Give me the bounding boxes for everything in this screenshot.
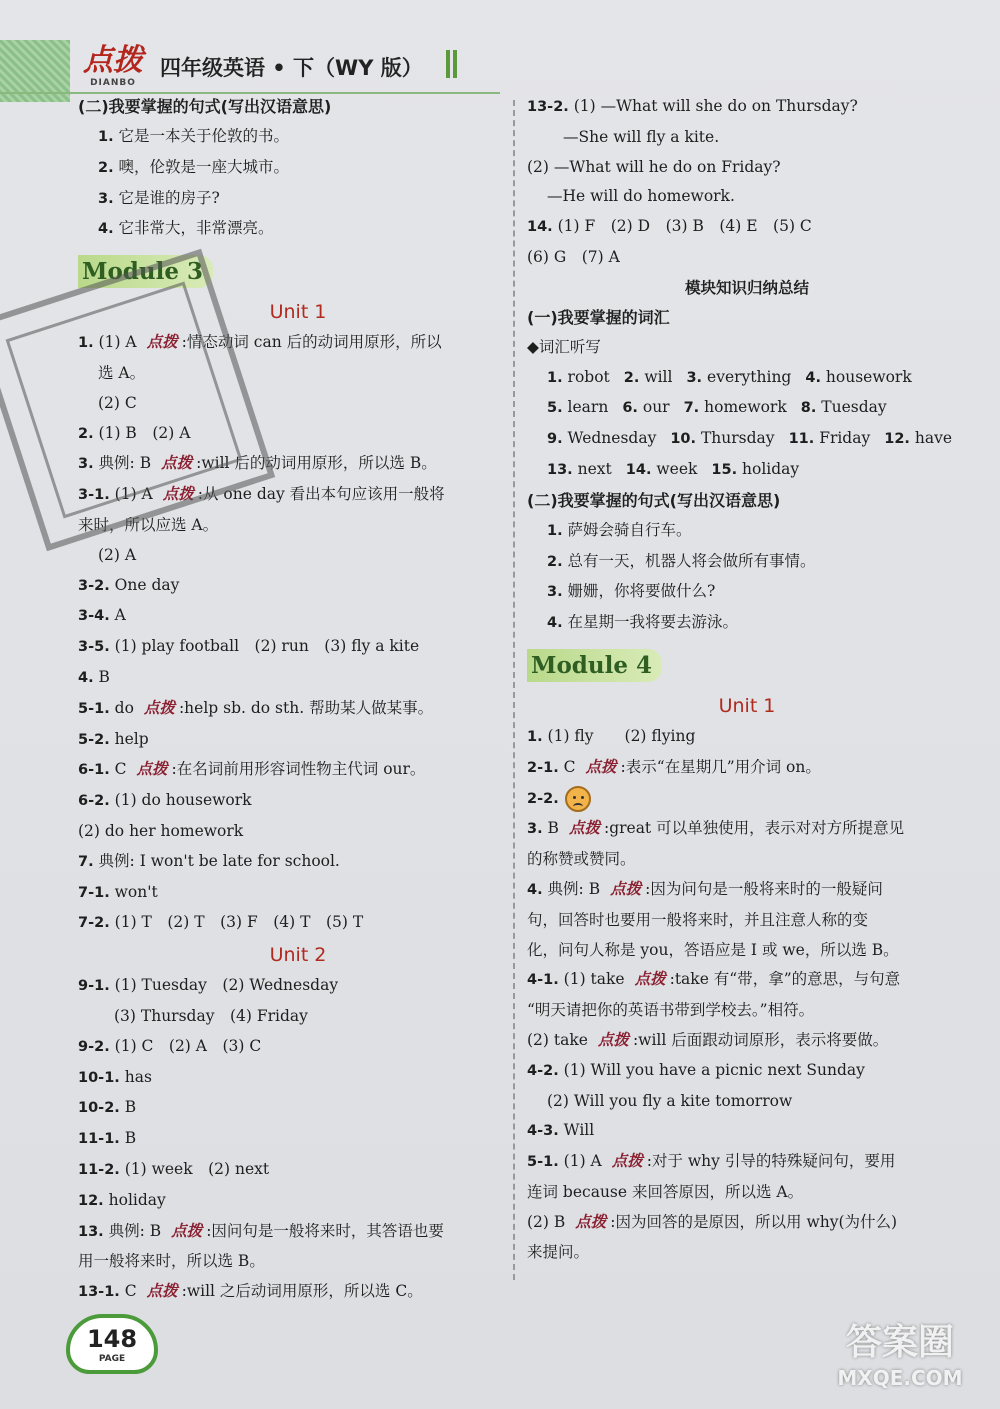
answer-text: ◆词汇听写 — [527, 337, 601, 356]
vocab-item — [684, 398, 787, 416]
answer-line — [78, 786, 518, 817]
answer-text: do — [114, 698, 134, 717]
answer-line — [78, 908, 518, 939]
dianbo-tag: 点拨 — [146, 1282, 178, 1301]
answer-text: 来时，所以应选 A。 — [78, 515, 219, 534]
answer-text: 它是谁的房子? — [118, 188, 220, 207]
answer-text: (2) A — [98, 545, 137, 564]
vocab-item — [884, 429, 952, 447]
answer-text: 化，问句人称是 you，答语应是 I 或 we，所以选 B。 — [527, 940, 899, 959]
item-number: 3-5. — [78, 639, 110, 656]
answer-text: (1) A — [98, 333, 137, 352]
answer-line — [78, 571, 518, 602]
answer-text: has — [124, 1067, 152, 1086]
answer-text: (1) Will you have a picnic next Sunday — [563, 1060, 865, 1079]
item-number: 5. — [547, 400, 563, 417]
vocab-row — [527, 424, 967, 455]
explanation-text: great 可以单独使用，表示对对方所提意见 — [609, 819, 905, 838]
sad-face-icon — [565, 786, 591, 812]
section-heading: (一)我要掌握的词汇 — [527, 307, 670, 327]
answer-text: (2) —What will he do on Friday? — [527, 157, 781, 176]
answer-text: (1) A — [563, 1152, 602, 1171]
answer-continuation: (2) take 点拨 :will 后面跟动词原形，表示将要做。 — [527, 1030, 889, 1049]
vocab-word: our — [642, 398, 670, 417]
item-number: 3-2. — [78, 577, 110, 594]
answer-text: 典例: B — [547, 879, 601, 898]
section-heading: (二)我要掌握的句式(写出汉语意思) — [78, 97, 332, 116]
answer-line — [527, 784, 967, 815]
answer-line — [78, 601, 518, 632]
item-number: 7-2. — [78, 915, 110, 932]
answer-text: (1) A — [114, 485, 153, 504]
answer-text: 的称赞或赞同。 — [527, 850, 636, 869]
answer-line — [78, 663, 518, 694]
answer-text: 典例: B — [108, 1221, 162, 1240]
module-heading: Module 4 — [527, 649, 662, 682]
answer-text: 典例: B — [98, 454, 152, 473]
answer-text: One day — [114, 575, 180, 594]
answer-continuation — [78, 511, 518, 541]
dianbo-tag: 点拨 — [162, 485, 194, 504]
item-number: 11-2. — [78, 1161, 120, 1178]
item-number: 3. — [527, 821, 543, 838]
item-number: 1. — [98, 129, 114, 145]
answer-line — [527, 92, 967, 123]
item-number: 4-1. — [527, 972, 559, 989]
item-number: 9-1. — [78, 978, 110, 995]
item-number: 1. — [547, 369, 563, 386]
answer-text: (1) T (2) T (3) F (4) T (5) T — [114, 913, 364, 932]
explanation-text: 在名词前用形容词性物主代词 our。 — [176, 760, 426, 779]
page-label: PAGE — [98, 1354, 126, 1364]
item-number: 13. — [78, 1223, 104, 1240]
item-number: 2. — [98, 159, 114, 176]
item-number: 13. — [547, 461, 573, 478]
answer-line: 5-1. do 点拨 :help sb. do sth. 帮助某人做某事。 — [78, 698, 434, 717]
answer-continuation — [527, 1178, 967, 1208]
dianbo-tag: 点拨 — [585, 757, 617, 776]
item-number: 2. — [547, 553, 563, 570]
explanation-text: help sb. do sth. 帮助某人做某事。 — [184, 698, 434, 717]
item-number: 4. — [98, 221, 114, 238]
answer-continuation — [527, 996, 967, 1026]
vocab-item — [547, 398, 608, 416]
unit-heading: Unit 1 — [718, 694, 776, 717]
vocab-item — [686, 368, 791, 386]
answer-continuation — [527, 1238, 967, 1268]
section-heading: (二)我要掌握的句式(写出汉语意思) — [527, 490, 781, 510]
answer-text: B — [98, 667, 110, 686]
vocab-item — [789, 429, 871, 447]
answer-line: 3-1. (1) A 点拨 :从 one day 看出本句应该用一般将 — [78, 485, 445, 504]
explanation-text: 因问句是一般将来时，其答语也要 — [211, 1221, 444, 1240]
item-number: 15. — [711, 461, 738, 478]
vocab-row — [527, 393, 967, 424]
dianbo-tag: 点拨 — [136, 760, 168, 779]
vocab-row — [527, 363, 967, 394]
answer-text: (1) Tuesday (2) Wednesday — [114, 976, 339, 995]
vocab-word: Wednesday — [567, 429, 657, 448]
module-heading: Module 3 — [78, 255, 213, 288]
answer-text: (2) C — [98, 393, 137, 412]
answer-line — [527, 608, 967, 639]
answer-line: 3. 典例: B 点拨 :will 后的动词用原形，所以选 B。 — [78, 454, 437, 473]
answer-text: 在星期一我将要去游泳。 — [567, 613, 739, 632]
vocab-item — [547, 460, 612, 478]
item-number: 8. — [800, 400, 817, 417]
answer-line: 4-1. (1) take 点拨 :take 有“带，拿”的意思，与句意 — [527, 970, 901, 989]
item-number: 9. — [547, 431, 563, 448]
answer-text: 萨姆会骑自行车。 — [567, 520, 692, 539]
vocab-word: holiday — [742, 459, 800, 478]
answer-text: help — [114, 729, 149, 748]
answer-line — [78, 1155, 518, 1186]
item-number: 4. — [805, 369, 821, 386]
vocab-word: everything — [707, 367, 792, 386]
answer-line — [78, 122, 518, 153]
left-column — [78, 92, 518, 1308]
answer-continuation — [527, 333, 967, 363]
answer-line — [527, 516, 967, 547]
explanation-text: 从 one day 看出本句应该用一般将 — [202, 485, 445, 504]
vocab-word: learn — [567, 398, 609, 417]
item-number: 5-1. — [78, 700, 110, 717]
vocab-word: Friday — [819, 429, 871, 448]
answer-line — [78, 184, 518, 215]
explanation-text: will 之后动词用原形，所以选 C。 — [186, 1282, 423, 1301]
item-number: 2. — [78, 425, 94, 442]
item-number: 7. — [78, 853, 94, 870]
answer-text: 选 A。 — [98, 363, 146, 382]
unit-heading: Unit 1 — [269, 301, 327, 324]
answer-text: holiday — [108, 1190, 166, 1209]
item-number: 2-2. — [527, 790, 559, 807]
site-watermark: 答案圈 MXQE.COM — [837, 1322, 963, 1390]
answer-line — [527, 547, 967, 578]
vocab-item — [622, 398, 669, 416]
dianbo-tag: 点拨 — [568, 819, 600, 838]
item-number: 6. — [622, 400, 638, 417]
vocab-word: homework — [704, 398, 787, 417]
answer-line: 4. 典例: B 点拨 :因为问句是一般将来时的一般疑问 — [527, 879, 883, 898]
right-column — [527, 92, 967, 1267]
item-number: 4-3. — [527, 1123, 559, 1140]
item-number: 13-2. — [527, 99, 569, 115]
explanation-text: 情态动词 can 后的动词用原形，所以 — [186, 333, 442, 352]
title-decoration — [446, 50, 460, 80]
answer-line — [527, 212, 967, 243]
answer-line — [78, 214, 518, 245]
answer-continuation — [78, 817, 518, 847]
vocab-word: Thursday — [700, 429, 775, 448]
answer-text: (1) do housework — [114, 791, 252, 810]
answer-text: C — [124, 1282, 137, 1301]
answer-text: (1) B (2) A — [98, 423, 191, 442]
answer-line — [78, 632, 518, 663]
vocab-word: housework — [825, 367, 912, 386]
item-number: 2-1. — [527, 759, 559, 776]
page-number: 148 — [86, 1325, 138, 1353]
vocab-word: Tuesday — [821, 398, 887, 417]
item-number: 3. — [686, 369, 703, 386]
vocab-item — [547, 368, 610, 386]
dianbo-tag: 点拨 — [161, 454, 193, 473]
answer-text: 它是一本关于伦敦的书。 — [118, 127, 290, 145]
answer-text: —She will fly a kite. — [563, 127, 720, 146]
item-number: 1. — [78, 335, 94, 352]
vocab-word: next — [577, 459, 612, 478]
item-number: 3. — [78, 456, 94, 473]
vocab-word: have — [914, 429, 953, 448]
answer-text: 连词 because 来回答原因，所以选 A。 — [527, 1182, 804, 1201]
item-number: 10-1. — [78, 1069, 120, 1086]
answer-text: “明天请把你的英语书带到学校去。”相符。 — [527, 1001, 815, 1020]
item-number: 3-4. — [78, 608, 110, 625]
dianbo-tag: 点拨 — [143, 698, 175, 717]
vocab-item — [801, 398, 887, 416]
item-number: 6-1. — [78, 762, 110, 779]
item-number: 5-1. — [527, 1154, 559, 1171]
answer-text: A — [114, 606, 126, 625]
item-number: 12. — [884, 431, 910, 448]
answer-line: 3. B 点拨 :great 可以单独使用，表示对对方所提意见 — [527, 819, 905, 838]
answer-line — [78, 1063, 518, 1094]
answer-text: B — [547, 819, 559, 838]
item-number: 7. — [683, 400, 700, 417]
explanation-text: will 后面跟动词原形，表示将要做。 — [638, 1030, 889, 1049]
answer-text: 句，回答时也要用一般将来时，并且注意人称的变 — [527, 910, 869, 929]
answer-line: 1. (1) A 点拨 :情态动词 can 后的动词用原形，所以 — [78, 333, 442, 352]
answer-text: (2) Will you fly a kite tomorrow — [547, 1091, 793, 1110]
item-number: 4. — [78, 669, 94, 686]
item-number: 14. — [527, 219, 553, 236]
answer-line — [78, 153, 518, 184]
answer-text: (1) —What will she do on Thursday? — [573, 97, 858, 115]
answer-line — [78, 1032, 518, 1063]
answer-text: 来提问。 — [527, 1242, 590, 1261]
dianbo-tag: 点拨 — [171, 1221, 203, 1240]
answer-line — [78, 1093, 518, 1124]
answer-line — [78, 878, 518, 909]
answer-text: B — [124, 1129, 137, 1148]
answer-continuation — [527, 906, 967, 936]
page-number-badge — [66, 1314, 158, 1374]
vocab-word: robot — [567, 367, 610, 386]
answer-line — [527, 1116, 967, 1147]
answer-text: (2) B — [527, 1212, 566, 1231]
dianbo-tag: 点拨 — [611, 1152, 643, 1171]
answer-line: 2-1. C 点拨 :表示“在星期几”用介词 on。 — [527, 757, 821, 776]
dianbo-logo: 点拨 DIANBO — [83, 43, 143, 88]
item-number: 11. — [788, 431, 815, 448]
item-number: 3. — [547, 584, 563, 601]
answer-line — [78, 1124, 518, 1155]
answer-text: (1) week (2) next — [124, 1159, 270, 1178]
answer-text: C — [563, 757, 576, 776]
dianbo-tag: 点拨 — [610, 879, 642, 898]
answer-line — [527, 722, 967, 753]
answer-line: 13-1. C 点拨 :will 之后动词用原形，所以选 C。 — [78, 1282, 423, 1301]
summary-heading: 模块知识归纳总结 — [684, 278, 809, 297]
item-number: 11-1. — [78, 1131, 120, 1148]
vocab-word: week — [656, 459, 698, 478]
answer-line — [78, 971, 518, 1002]
explanation-text: 表示“在星期几”用介词 on。 — [625, 757, 821, 776]
item-number: 9-2. — [78, 1038, 110, 1055]
answer-text: (1) C (2) A (3) C — [114, 1036, 262, 1055]
answer-text: C — [114, 760, 127, 779]
answer-text: (3) Thursday (4) Friday — [114, 1006, 308, 1025]
item-number: 6-2. — [78, 793, 110, 810]
item-number: 4-2. — [527, 1062, 559, 1079]
answer-continuation — [527, 845, 967, 875]
explanation-text: 因为问句是一般将来时的一般疑问 — [650, 879, 883, 898]
answer-text: (1) fly (2) flying — [547, 726, 696, 745]
item-number: 10-2. — [78, 1100, 120, 1117]
explanation-text: 对于 why 引导的特殊疑问句，要用 — [651, 1152, 896, 1171]
unit-heading: Unit 2 — [269, 944, 327, 967]
answer-line: 13. 典例: B 点拨 :因问句是一般将来时，其答语也要 — [78, 1221, 444, 1240]
answer-text: 用一般将来时，所以选 B。 — [78, 1252, 265, 1271]
item-number: 13-1. — [78, 1284, 120, 1301]
answer-text: (1) take — [563, 970, 625, 989]
item-number: 1. — [547, 522, 563, 539]
item-number: 3. — [98, 190, 114, 207]
answer-continuation — [78, 541, 518, 571]
dianbo-tag: 点拨 — [146, 333, 178, 352]
vocab-item — [711, 460, 799, 478]
answer-continuation — [527, 243, 967, 273]
item-number: 2. — [623, 369, 640, 386]
item-number: 10. — [670, 431, 697, 448]
item-number: 3-1. — [78, 487, 110, 504]
item-number: 4. — [547, 615, 563, 632]
module-wrapper — [527, 639, 967, 690]
explanation-text: 因为回答的是原因，所以用 why(为什么) — [615, 1212, 898, 1231]
answer-line — [527, 577, 967, 608]
item-number: 1. — [527, 728, 543, 745]
item-number: 14. — [625, 461, 652, 478]
book-title: 四年级英语 • 下（WY 版） — [160, 56, 423, 80]
answer-text: Will — [563, 1121, 595, 1140]
answer-continuation — [78, 359, 518, 389]
answer-continuation — [78, 1002, 518, 1032]
answer-text: (1) F (2) D (3) B (4) E (5) C — [557, 217, 812, 236]
answer-line — [78, 419, 518, 450]
answer-text: 它非常大，非常漂亮。 — [118, 219, 274, 238]
vocab-item — [624, 368, 673, 386]
answer-text: 姗姗，你将要做什么? — [567, 582, 716, 601]
answer-continuation — [527, 1087, 967, 1117]
item-number: 12. — [78, 1192, 104, 1209]
answer-line — [78, 847, 518, 878]
vocab-row — [527, 455, 967, 486]
answer-line: 6-1. C 点拨 :在名词前用形容词性物主代词 our。 — [78, 760, 426, 779]
module-wrapper — [78, 245, 518, 296]
answer-text: 总有一天，机器人将会做所有事情。 — [567, 551, 816, 570]
explanation-text: will 后的动词用原形，所以选 B。 — [201, 454, 437, 473]
answer-continuation: (2) B 点拨 :因为回答的是原因，所以用 why(为什么) — [527, 1212, 898, 1231]
answer-text: 典例: I won't be late for school. — [98, 851, 340, 870]
answer-continuation — [527, 123, 967, 153]
vocab-word: will — [644, 367, 673, 386]
vocab-item — [670, 429, 774, 447]
answer-continuation — [78, 1247, 518, 1277]
answer-text: (6) G (7) A — [527, 247, 620, 266]
answer-text: —He will do homework. — [547, 187, 735, 206]
answer-line — [78, 1186, 518, 1217]
answer-continuation — [527, 153, 967, 183]
answer-continuation — [78, 389, 518, 419]
answer-continuation — [527, 936, 967, 966]
item-number: 5-2. — [78, 731, 110, 748]
answer-text: (2) take — [527, 1030, 588, 1049]
dianbo-tag: 点拨 — [634, 970, 666, 989]
dianbo-tag: 点拨 — [597, 1030, 629, 1049]
answer-text: B — [124, 1098, 137, 1117]
answer-continuation — [527, 182, 967, 212]
dianbo-tag: 点拨 — [575, 1212, 607, 1231]
answer-line: 5-1. (1) A 点拨 :对于 why 引导的特殊疑问句，要用 — [527, 1152, 896, 1171]
answer-text: won't — [114, 882, 158, 901]
vocab-item — [805, 368, 911, 386]
vocab-item — [626, 460, 698, 478]
explanation-text: take 有“带，拿”的意思，与句意 — [674, 970, 901, 989]
item-number: 4. — [527, 881, 543, 898]
answer-text: 噢，伦敦是一座大城市。 — [118, 157, 290, 176]
answer-line — [78, 725, 518, 756]
answer-text: (2) do her homework — [78, 821, 244, 840]
item-number: 7-1. — [78, 884, 110, 901]
vocab-item — [547, 429, 656, 447]
answer-line — [527, 1056, 967, 1087]
answer-text: (1) play football (2) run (3) fly a kite — [114, 637, 420, 656]
